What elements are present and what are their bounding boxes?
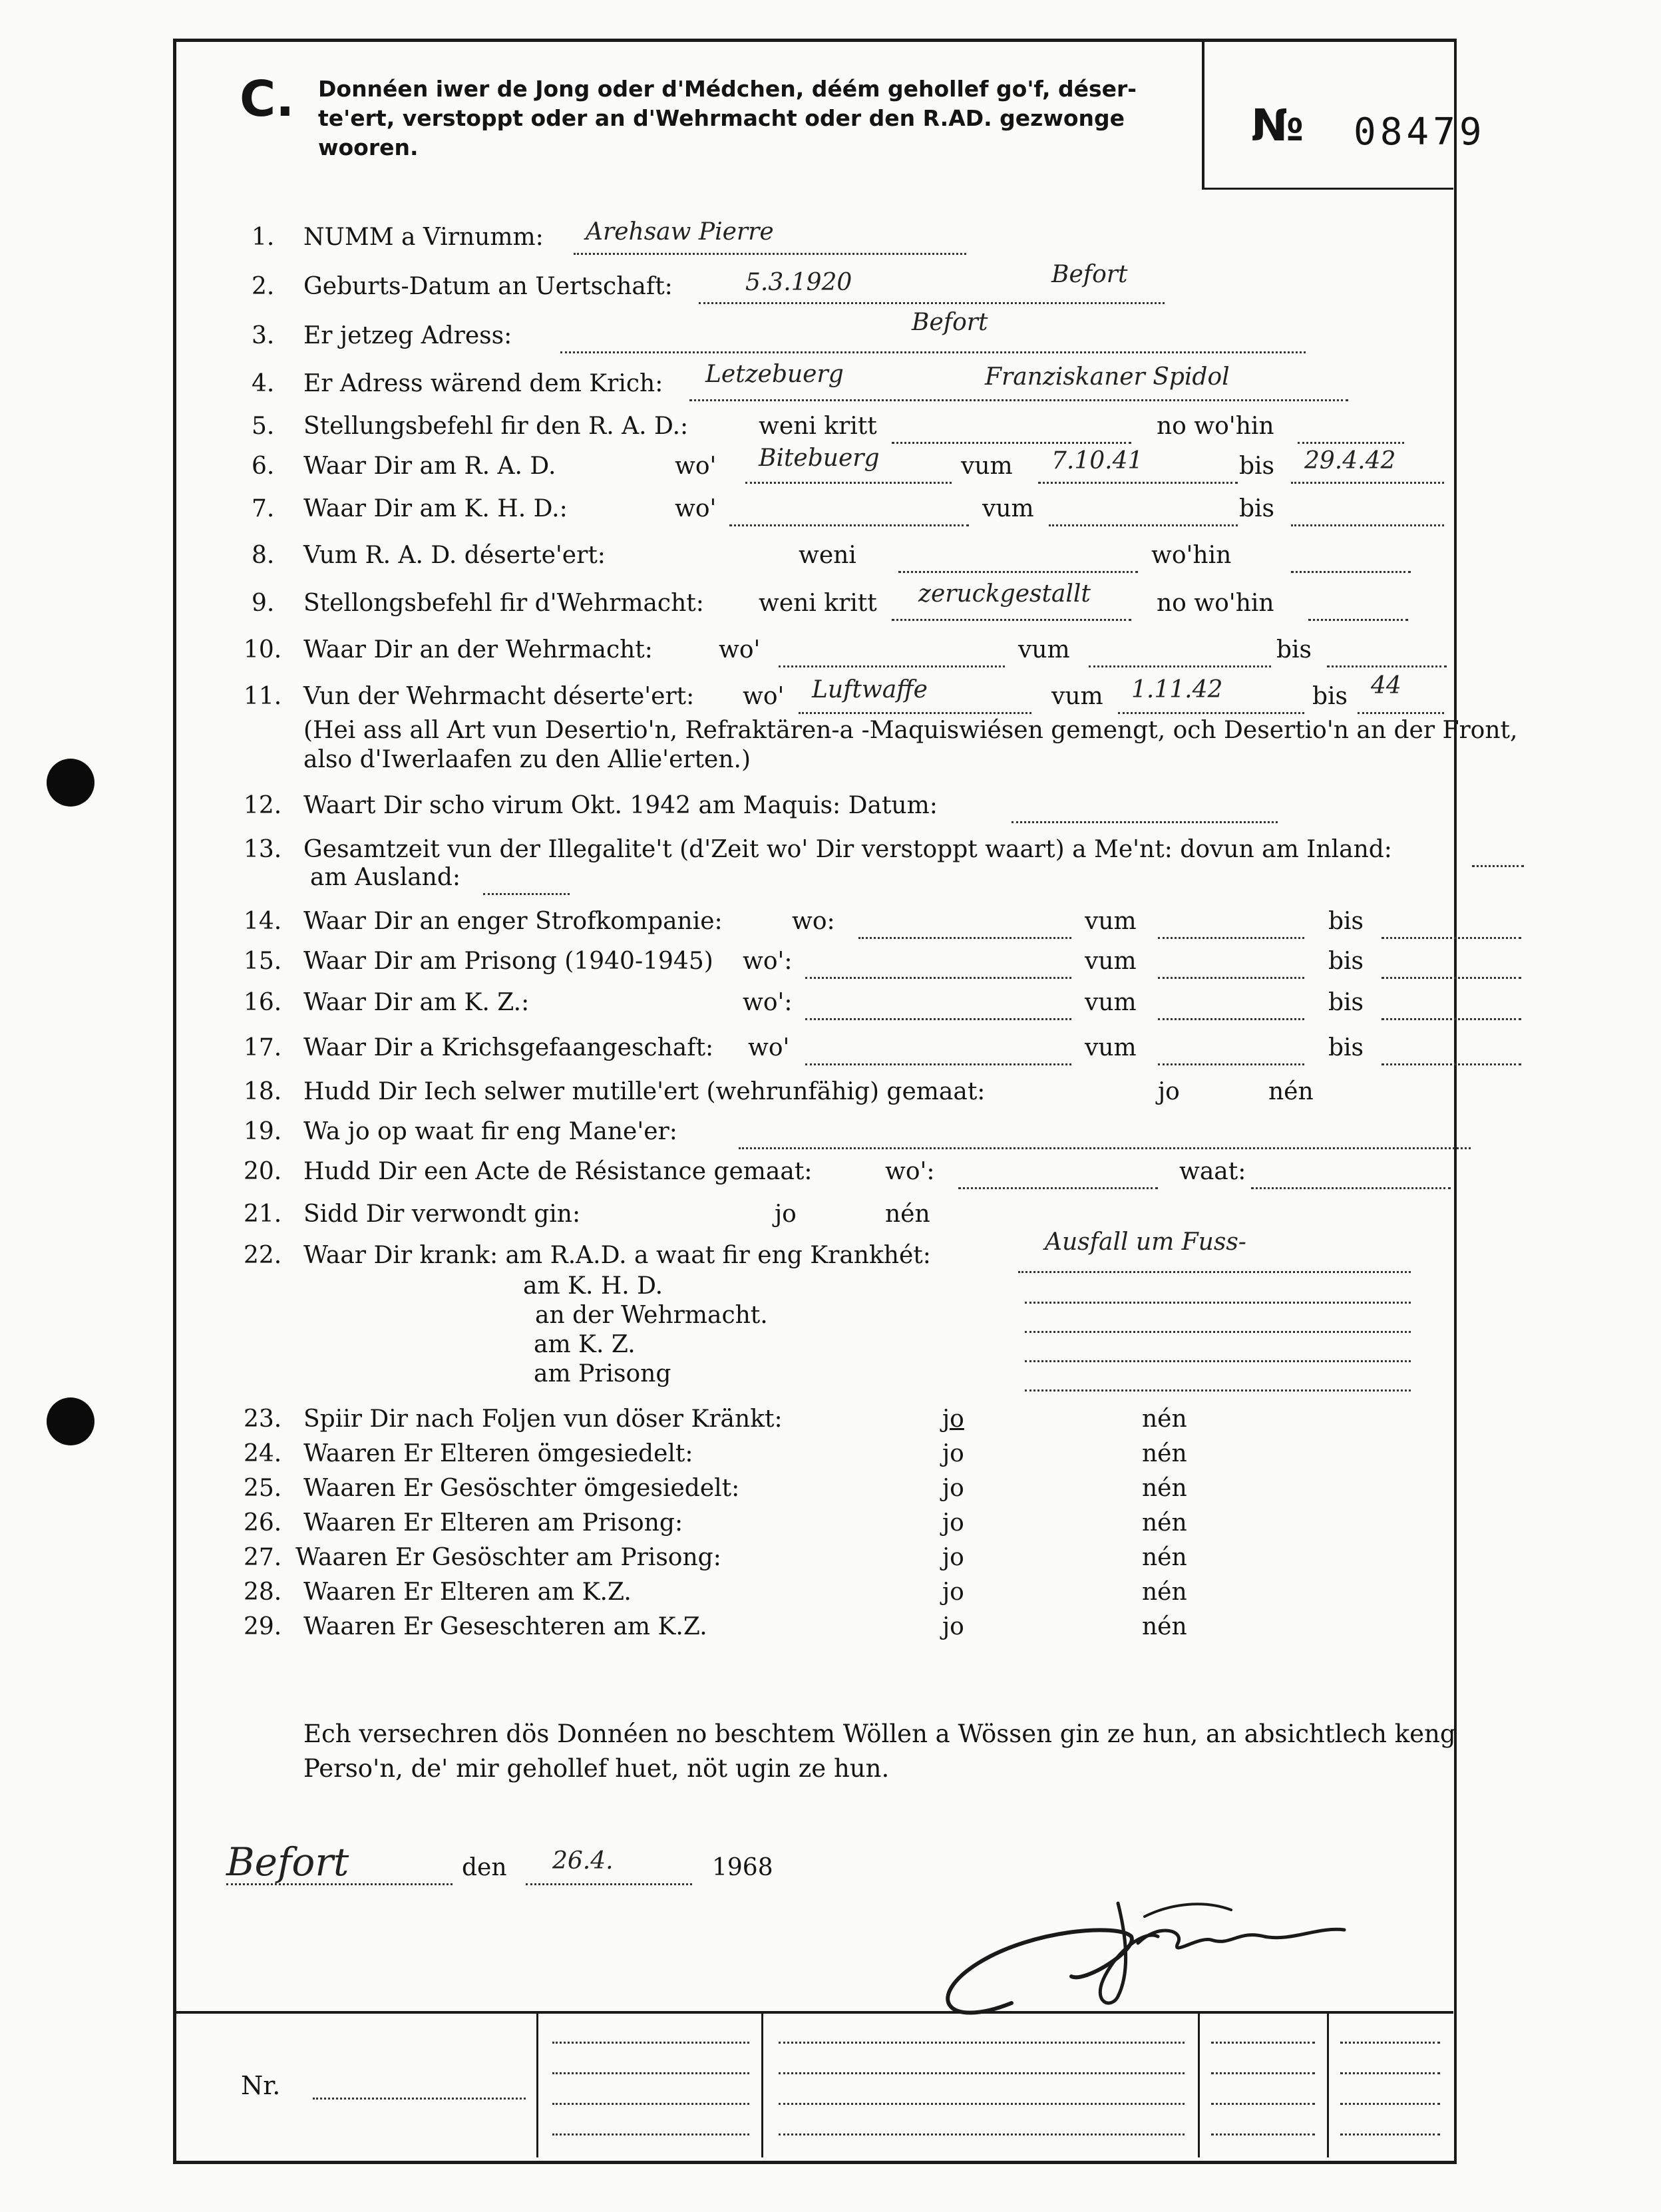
yes-option[interactable]: jo [775, 1200, 797, 1228]
field-label: Gesamtzeit vun der Illegalite't (d'Zeit wo' Dir verstoppt waart) a Me'nt: dovun am Inland: [303, 836, 1392, 863]
field-label: Waar Dir krank: am R.A.D. a waat fir eng Krankhét: [303, 1242, 931, 1269]
row-29 [0, 1613, 1661, 1648]
row-12 [0, 792, 1661, 827]
field-sublabel: bis [1328, 908, 1364, 935]
field-sublabel: bis [1276, 636, 1312, 663]
field-label: Sidd Dir verwondt gin: [303, 1200, 581, 1228]
field-label: Er jetzeg Adress: [303, 322, 512, 349]
handwritten-date: 1.11.42 [1131, 676, 1223, 703]
fill-line[interactable] [1211, 2131, 1315, 2135]
fill-line[interactable] [1382, 1012, 1521, 1020]
row-number: 28. [244, 1578, 282, 1606]
field-sublabel: bis [1328, 989, 1364, 1016]
field-label: NUMM a Virnumm: [303, 224, 544, 251]
field-sublabel: wo' [675, 495, 717, 522]
handwritten-date: 26.4. [552, 1847, 614, 1875]
field-sublabel: vum [1085, 948, 1137, 975]
fill-line[interactable] [1358, 705, 1444, 714]
no-option[interactable]: nén [1142, 1440, 1187, 1467]
fill-line[interactable] [958, 1181, 1158, 1189]
field-sublabel: wo: [792, 908, 835, 935]
yes-option[interactable]: jo [942, 1544, 964, 1571]
fill-line[interactable] [779, 2100, 1185, 2105]
fill-line[interactable] [729, 518, 969, 526]
handwritten-city: Letzebuerg [705, 361, 844, 388]
fill-line[interactable] [1340, 2131, 1440, 2135]
field-label: Stellungsbefehl fir den R. A. D.: [303, 413, 689, 440]
row-number: 14. [244, 908, 282, 935]
field-sublabel: wo' [748, 1034, 790, 1061]
row-number: 25. [244, 1475, 282, 1502]
fill-line[interactable] [1291, 518, 1444, 526]
signature-icon [918, 1863, 1384, 2036]
fill-line[interactable] [552, 2039, 749, 2044]
fill-line[interactable] [689, 393, 1348, 401]
row-number: 6. [252, 453, 275, 480]
form-number: 08479 [1354, 110, 1486, 154]
field-sublabel: den [462, 1854, 507, 1881]
field-label: Waaren Er Geseschteren am K.Z. [303, 1613, 707, 1640]
field-label: Waar Dir an der Wehrmacht: [303, 636, 653, 663]
row-17 [0, 1034, 1661, 1069]
row-20 [0, 1158, 1661, 1193]
field-label: Waar Dir am K. Z.: [303, 989, 530, 1016]
row-number: 5. [252, 413, 275, 440]
fill-line[interactable] [1158, 970, 1304, 979]
illness-prisong [0, 1360, 1661, 1395]
no-option[interactable]: nén [1142, 1544, 1187, 1571]
section-letter: C. [240, 71, 295, 128]
no-option[interactable]: nén [1142, 1578, 1187, 1606]
field-sublabel: am K. Z. [534, 1331, 636, 1358]
header-divider-bottom [1202, 188, 1453, 190]
field-sublabel: vum [1085, 989, 1137, 1016]
handwritten-place: Befort [1051, 261, 1128, 288]
handwritten-place: Luftwaffe [812, 676, 928, 703]
handwritten-date: 7.10.41 [1051, 447, 1143, 474]
field-sublabel: bis [1239, 495, 1275, 522]
fill-line[interactable] [552, 2131, 749, 2135]
field-label: Waar Dir am Prisong (1940-1945) [303, 948, 713, 975]
row-number: 26. [244, 1509, 282, 1537]
fill-line[interactable] [574, 246, 966, 255]
fill-line[interactable] [483, 886, 570, 895]
fill-line[interactable] [560, 345, 1306, 353]
field-label: Er Adress wärend dem Krich: [303, 370, 663, 397]
row-18 [0, 1078, 1661, 1113]
fill-line[interactable] [779, 2070, 1185, 2074]
field-sublabel: am Prisong [534, 1360, 671, 1387]
field-label: Wa jo op waat fir eng Mane'er: [303, 1118, 677, 1145]
row-25 [0, 1475, 1661, 1509]
row-number: 29. [244, 1613, 282, 1640]
handwritten-illness: Ausfall um Fuss- [1045, 1228, 1246, 1256]
field-sublabel: weni [799, 542, 856, 569]
no-option[interactable]: nén [1142, 1475, 1187, 1502]
footer-divider [761, 2011, 763, 2157]
fill-line[interactable] [552, 2070, 749, 2074]
field-sublabel: vum [1051, 683, 1103, 710]
field-sublabel: vum [982, 495, 1034, 522]
yes-option[interactable]: jo [942, 1578, 964, 1606]
no-option[interactable]: nén [1142, 1509, 1187, 1537]
field-label: Hudd Dir een Acte de Résistance gemaat: [303, 1158, 813, 1185]
field-sublabel: vum [1085, 1034, 1137, 1061]
fill-line[interactable] [552, 2100, 749, 2105]
signature-place-date [0, 1839, 1661, 1889]
fill-line[interactable] [1118, 705, 1304, 714]
field-label: Waaren Er Elteren am K.Z. [303, 1578, 632, 1606]
fill-line[interactable] [898, 564, 1138, 573]
field-label: Waaren Er Gesöschter ömgesiedelt: [303, 1475, 740, 1502]
row-11 [0, 672, 1661, 717]
field-sublabel: waat: [1179, 1158, 1246, 1185]
field-label: Stellongsbefehl fir d'Wehrmacht: [303, 590, 704, 617]
field-sublabel: no wo'hin [1157, 590, 1274, 617]
row-number: 10. [244, 636, 282, 663]
field-label: Vum R. A. D. déserte'ert: [303, 542, 606, 569]
fill-line[interactable] [1211, 2070, 1315, 2074]
row-15 [0, 948, 1661, 982]
fill-line[interactable] [858, 930, 1071, 939]
fill-line[interactable] [1382, 1057, 1521, 1065]
footer-top-rule [173, 2011, 1453, 2014]
handwritten-place: Befort [226, 1839, 349, 1885]
field-sublabel: bis [1239, 453, 1275, 480]
field-label: Waaren Er Gesöschter am Prisong: [295, 1544, 721, 1571]
fill-line[interactable] [739, 1141, 1471, 1149]
row-number: 27. [244, 1544, 282, 1571]
row-21 [0, 1200, 1661, 1235]
fill-line[interactable] [1291, 564, 1411, 573]
row-14 [0, 908, 1661, 942]
row-13-cont [0, 864, 1661, 898]
handwritten-status: zeruckgestallt [918, 580, 1091, 608]
row-number: 12. [244, 792, 282, 819]
no-option[interactable]: nén [1142, 1613, 1187, 1640]
fill-line[interactable] [1211, 2100, 1315, 2105]
footer-divider [1327, 2011, 1329, 2157]
row-19 [0, 1118, 1661, 1153]
row-number: 11. [244, 683, 282, 710]
yes-option[interactable]: jo [942, 1440, 964, 1467]
fill-line[interactable] [1025, 1383, 1411, 1391]
fill-line[interactable] [1049, 518, 1238, 526]
row-number: 15. [244, 948, 282, 975]
handwritten-date: 29.4.42 [1304, 447, 1396, 474]
row-16 [0, 989, 1661, 1023]
field-sublabel: weni kritt [759, 413, 877, 440]
field-label: Vun der Wehrmacht déserte'ert: [303, 683, 695, 710]
field-label: Waart Dir scho virum Okt. 1942 am Maquis: Datum: [303, 792, 938, 819]
row-number: 7. [252, 495, 275, 522]
row-number: 23. [244, 1405, 282, 1433]
row-9 [0, 580, 1661, 624]
row-number: 9. [252, 590, 275, 617]
row-number: 3. [252, 322, 275, 349]
field-sublabel: am K. H. D. [523, 1272, 663, 1300]
fill-line[interactable] [805, 1012, 1071, 1020]
row-24 [0, 1440, 1661, 1475]
fill-line[interactable] [1340, 2039, 1440, 2044]
handwritten-name: Arehsaw Pierre [586, 218, 774, 246]
footer-divider [536, 2011, 538, 2157]
handwritten-date: 5.3.1920 [745, 269, 852, 296]
fill-line[interactable] [799, 705, 1031, 714]
field-label: Waar Dir am K. H. D.: [303, 495, 568, 522]
row-number: 20. [244, 1158, 282, 1185]
no-option[interactable]: nén [885, 1200, 930, 1228]
field-label: Waar Dir a Krichsgefaangeschaft: [303, 1034, 714, 1061]
yes-option[interactable]: jo [942, 1509, 964, 1537]
field-label: Waaren Er Elteren am Prisong: [303, 1509, 683, 1537]
row-8 [0, 542, 1661, 576]
handwritten-address: Franziskaner Spidol [985, 363, 1230, 391]
field-sublabel: wo' [743, 683, 785, 710]
fill-line[interactable] [805, 1057, 1071, 1065]
no-option[interactable]: nén [1268, 1078, 1314, 1105]
row-number: 24. [244, 1440, 282, 1467]
yes-option[interactable]: jo [1158, 1078, 1180, 1105]
fill-line[interactable] [1012, 815, 1278, 823]
row-number: 22. [244, 1242, 282, 1269]
row-6 [0, 445, 1661, 487]
field-label: Hudd Dir Iech selwer mutille'ert (wehrunfähig) gemaat: [303, 1078, 986, 1105]
row-number: 2. [252, 273, 275, 300]
fill-line[interactable] [1038, 475, 1238, 484]
row-number: 19. [244, 1118, 282, 1145]
field-sublabel: wo': [743, 948, 793, 975]
row-number: 16. [244, 989, 282, 1016]
field-sublabel: wo': [743, 989, 793, 1016]
row-10 [0, 636, 1661, 671]
field-label: Geburts-Datum an Uertschaft: [303, 273, 673, 300]
handwritten-date: 44 [1371, 672, 1401, 699]
row-7 [0, 495, 1661, 530]
field-sublabel: wo'hin [1151, 542, 1232, 569]
field-sublabel: wo' [675, 453, 717, 480]
declaration-text: Ech versechren dös Donnéen no beschtem Wöllen a Wössen gin ze hun, an absichtlech keng Perso'n, de' mir gehollef huet, nöt ugin ze hun. [303, 1720, 1456, 1783]
field-sublabel: bis [1328, 1034, 1364, 1061]
row-number: 21. [244, 1200, 282, 1228]
yes-option[interactable]: jo [942, 1475, 964, 1502]
row-22 [0, 1228, 1661, 1276]
row-number: 17. [244, 1034, 282, 1061]
field-sublabel: an der Wehrmacht. [535, 1302, 768, 1329]
fill-line[interactable] [1158, 1057, 1304, 1065]
fill-line[interactable] [1158, 930, 1304, 939]
field-sublabel: no wo'hin [1157, 413, 1274, 440]
fill-line[interactable] [1382, 970, 1521, 979]
no-option[interactable]: nén [1142, 1405, 1187, 1433]
note-desertion: (Hei ass all Art vun Desertio'n, Refraktären-a -Maquiswiésen gemengt, och Desertio'n an der Front, also d'Iwerlaafen zu den Allie'erten.) [303, 717, 1518, 773]
row-5 [0, 413, 1661, 447]
fill-line[interactable] [313, 2095, 526, 2100]
field-label: Waar Dir an enger Strofkompanie: [303, 908, 723, 935]
yes-option[interactable]: jo [942, 1405, 964, 1433]
field-label: Waaren Er Elteren ömgesiedelt: [303, 1440, 693, 1467]
row-number: 13. [244, 836, 282, 863]
row-28 [0, 1578, 1661, 1613]
fill-line[interactable] [1291, 475, 1444, 484]
field-sublabel: weni kritt [759, 590, 877, 617]
fill-line[interactable] [1382, 930, 1521, 939]
fill-line[interactable] [779, 659, 1005, 667]
fill-line[interactable] [1327, 659, 1447, 667]
row-number: 1. [252, 224, 275, 251]
fill-line[interactable] [526, 1877, 692, 1885]
year-label: 1968 [712, 1854, 773, 1881]
field-sublabel: vum [1085, 908, 1137, 935]
row-27 [0, 1544, 1661, 1578]
field-label: am Ausland: [310, 864, 461, 891]
fill-line[interactable] [699, 295, 1165, 304]
fill-line[interactable] [1340, 2070, 1440, 2074]
fill-line[interactable] [1298, 435, 1404, 444]
fill-line[interactable] [1251, 1181, 1451, 1189]
fill-line[interactable] [892, 435, 1131, 444]
field-sublabel: vum [961, 453, 1013, 480]
row-23 [0, 1405, 1661, 1440]
fill-line[interactable] [1211, 2039, 1315, 2044]
fill-line[interactable] [226, 1877, 453, 1885]
fill-line[interactable] [779, 2039, 1185, 2044]
row-3 [0, 309, 1661, 357]
row-number: 18. [244, 1078, 282, 1105]
field-label: Waar Dir am R. A. D. [303, 453, 556, 480]
row-1 [0, 218, 1661, 258]
nr-label: Nr. [241, 2071, 281, 2100]
form-intro: Donnéen iwer de Jong oder d'Médchen, déém gehollef go'f, déser-te'ert, verstoppt oder an d'Wehrmacht oder den R.AD. gezwonge wooren. [318, 76, 1137, 160]
fill-line[interactable] [892, 612, 1131, 621]
fill-line[interactable] [779, 2131, 1185, 2135]
fill-line[interactable] [1158, 1012, 1304, 1020]
field-sublabel: bis [1312, 683, 1348, 710]
number-sign: № [1251, 100, 1304, 151]
header-divider [1202, 41, 1204, 189]
row-number: 4. [252, 370, 275, 397]
fill-line[interactable] [1308, 612, 1408, 621]
row-2 [0, 261, 1661, 307]
fill-line[interactable] [1089, 659, 1271, 667]
fill-line[interactable] [805, 970, 1071, 979]
field-sublabel: wo': [885, 1158, 935, 1185]
row-4 [0, 361, 1661, 405]
handwritten-place: Bitebuerg [759, 445, 880, 472]
footer-divider [1198, 2011, 1200, 2157]
field-sublabel: vum [1018, 636, 1070, 663]
fill-line[interactable] [1340, 2100, 1440, 2105]
yes-option[interactable]: jo [942, 1613, 964, 1640]
field-sublabel: wo' [719, 636, 761, 663]
fill-line[interactable] [745, 475, 952, 484]
handwritten-address: Befort [912, 309, 988, 336]
field-label: Spiir Dir nach Foljen vun döser Kränkt: [303, 1405, 783, 1433]
row-26 [0, 1509, 1661, 1544]
row-number: 8. [252, 542, 275, 569]
field-sublabel: bis [1328, 948, 1364, 975]
